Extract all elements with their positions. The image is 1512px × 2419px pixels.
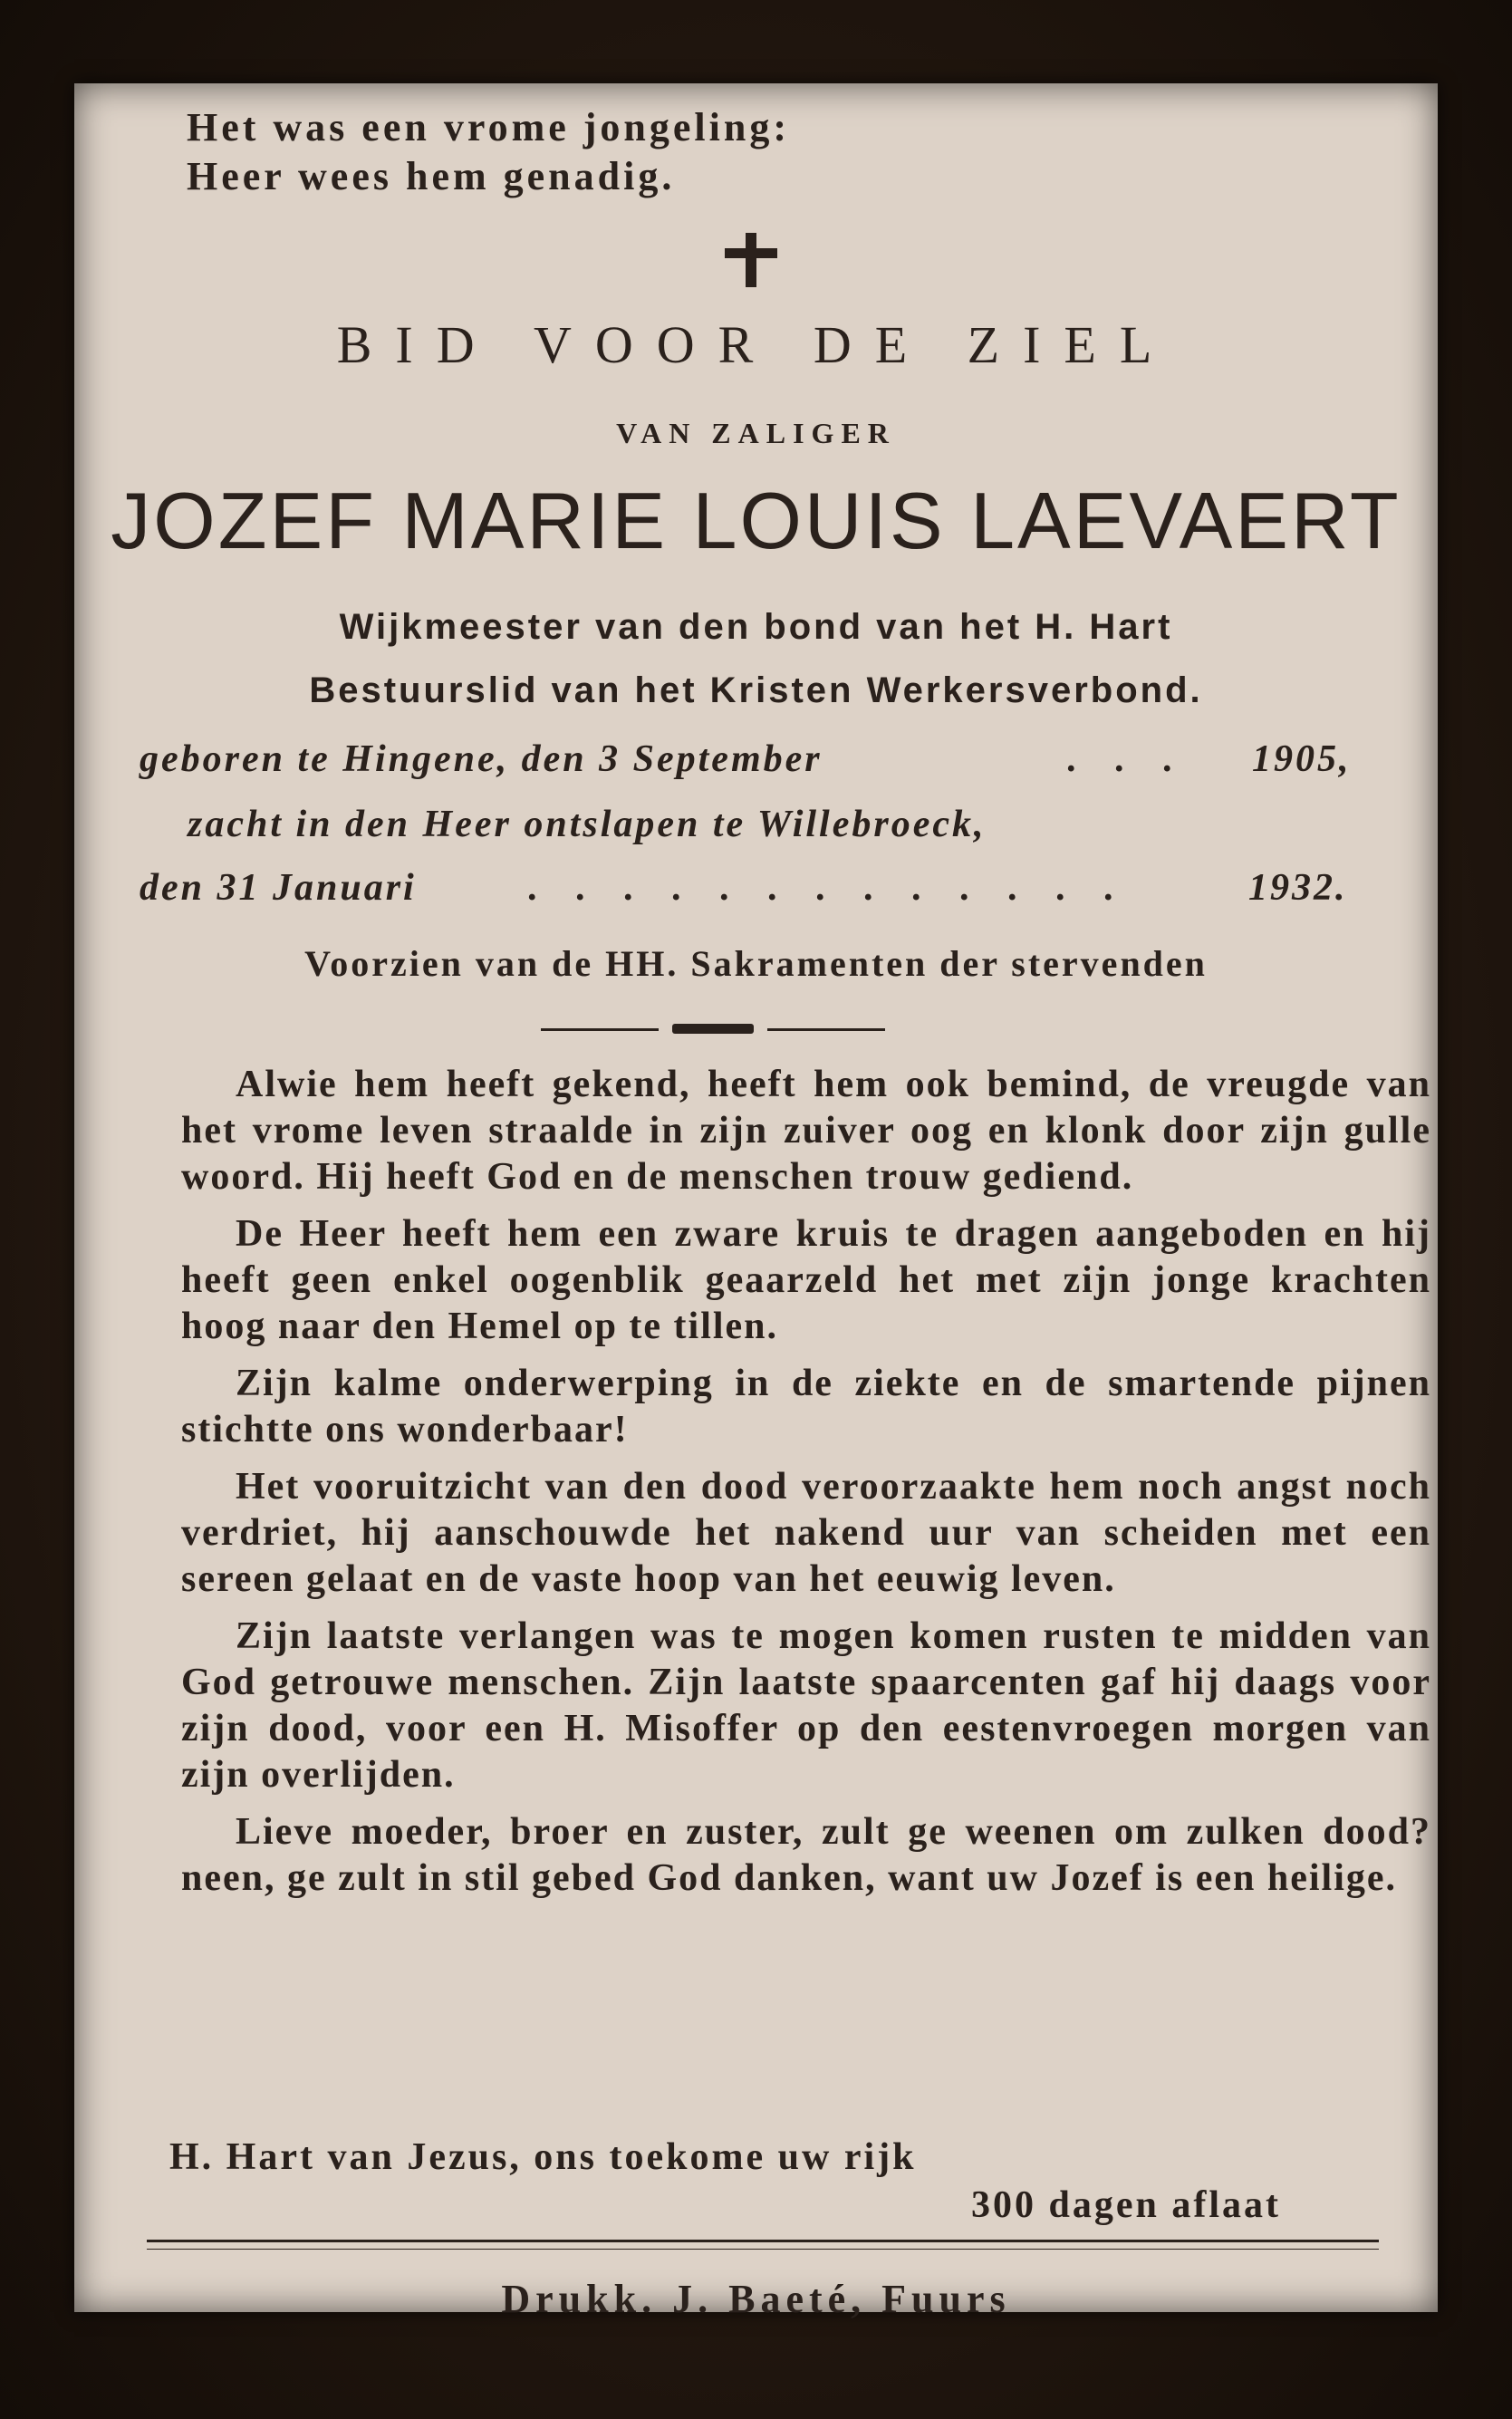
death-text: zacht in den Heer ontslapen te Willebroeck, [188, 804, 987, 845]
paragraph: Zijn kalme onderwerping in de ziekte en de smartende pijnen stichtte ons wonderbaar! [181, 1363, 1431, 1450]
deceased-name: JOZEF MARIE LOUIS LAEVAERT [111, 476, 1401, 565]
death-dots: . . . . . . . . . . . . . [527, 867, 1128, 909]
paragraph: Zijn laatste verlangen was te mogen komen rusten te midden van God getrouwe menschen. Zijn laatste spaarcenten gaf hij daags voor zijn dood, voor een H. Misoffer op den eestenvroegen morgen van zijn overlijden. [181, 1615, 1431, 1796]
invocation: H. Hart van Jezus, ons toekome uw rijk [169, 2136, 917, 2178]
death-date: den 31 Januari [140, 867, 417, 909]
function-line-1: Wijkmeester van den bond van het H. Hart [339, 607, 1173, 647]
van-zaliger: VAN ZALIGER [616, 417, 896, 449]
memorial-text [181, 1062, 1431, 1913]
prayer-line-2: Heer wees hem genadig. [187, 154, 676, 198]
paragraph: De Heer heeft hem een zware kruis te dragen aangeboden en hij heeft geen enkel oogenblik geaarzeld het met zijn jonge krachten hoog naar den Hemel op te tillen. [181, 1213, 1431, 1347]
paragraph: Alwie hem heeft gekend, heeft hem ook bemind, de vreugde van het vrome leven straalde in zijn zuiver oog en klonk door zijn gulle woord. Hij heeft God en de menschen trouw gediend. [181, 1064, 1431, 1198]
pray-heading: BID VOOR DE ZIEL [336, 315, 1176, 374]
indulgence: 300 dagen aflaat [971, 2184, 1281, 2226]
birth-dots: . . . [1066, 738, 1187, 780]
opening-prayer [187, 103, 790, 201]
memorial-card [74, 83, 1438, 2321]
footer-rule [147, 2240, 1379, 2242]
function-line-2: Bestuurslid van het Kristen Werkersverbond. [309, 670, 1203, 710]
paragraph: Het vooruitzicht van den dood veroorzaakte hem noch angst noch verdriet, hij aanschouwde het nakend uur van scheiden met een sereen gelaat en de vaste hoop van het eeuwig leven. [181, 1466, 1431, 1600]
prayer-line-1: Het was een vrome jongeling: [187, 105, 790, 149]
birth-text: geboren te Hingene, den 3 September [140, 738, 823, 780]
footer-rule-thin [147, 2249, 1379, 2250]
paragraph: Lieve moeder, broer en zuster, zult ge weenen om zulken dood? neen, ge zult in stil gebed God danken, want uw Jozef is een heilige. [181, 1811, 1431, 1899]
printer-imprint: Drukk. J. Baeté, Fuurs [501, 2277, 1011, 2321]
sacraments-line: Voorzien van de HH. Sakramenten der stervenden [304, 943, 1208, 984]
death-year: 1932. [1248, 867, 1348, 909]
birth-year: 1905, [1252, 738, 1352, 780]
